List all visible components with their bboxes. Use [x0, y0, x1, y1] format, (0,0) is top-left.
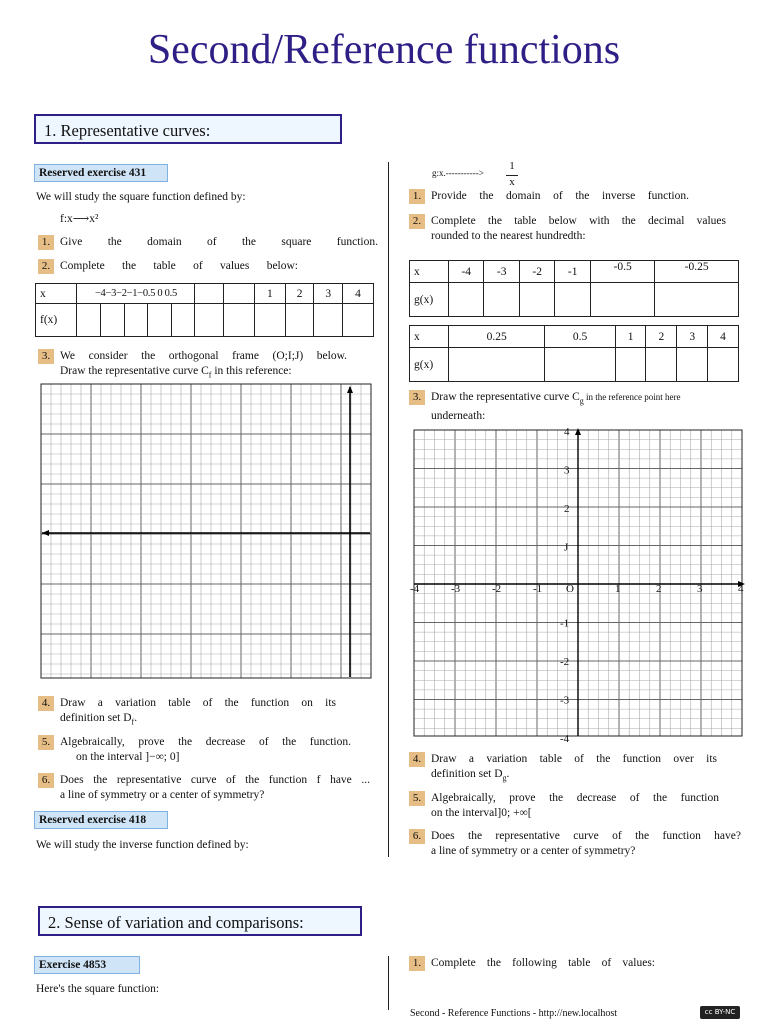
square-values-table	[35, 283, 374, 337]
x-tick-label: -1	[533, 583, 543, 595]
ex431-question-2	[38, 259, 378, 274]
y-tick-label: -1	[560, 617, 570, 630]
ex418-question-2: 2. Complete the table below with the decimal values rounded to the nearest hundredth:	[409, 214, 739, 243]
table-cell	[195, 284, 224, 304]
y-axis-arrow	[347, 386, 353, 393]
ex4853-question-1	[409, 956, 739, 971]
y-tick-label: -2	[560, 656, 570, 668]
table-cell	[285, 304, 314, 337]
blank-coordinate-grid[interactable]	[40, 383, 372, 679]
question-number: 1.	[409, 956, 425, 971]
x-tick-label: -2	[492, 583, 502, 595]
ex431-question-6: 6. Does the representative curve of the function f have ... a line of symmetry or a center of symmetry?	[38, 773, 388, 802]
ex418-question-5: 5. Algebraically, prove the decrease of the function on the interval]0; +∞[	[409, 791, 739, 820]
section-2-header: 2. Sense of variation and comparisons:	[38, 906, 362, 936]
x-tick-label: 2	[656, 583, 662, 595]
reference-coordinate-grid[interactable]	[404, 422, 748, 742]
question-number: 4.	[38, 696, 54, 711]
exercise-label-431: Reserved exercise 431	[34, 164, 168, 182]
ex431-formula: f:x⟶x²	[60, 213, 99, 225]
question-text: Algebraically, prove the decrease of the function.	[60, 736, 351, 748]
question-text: Draw a variation table of the function on its	[60, 697, 336, 709]
table-cell: 2	[285, 284, 314, 304]
footer-text: Second - Reference Functions - http://new.localhost	[410, 1008, 618, 1019]
question-text: Complete the table of values below:	[60, 260, 298, 272]
table-x-label: x	[36, 284, 77, 304]
inverse-values-table-2: x 0.25 0.5 1 2 3 4 g(x)	[409, 325, 739, 382]
question-text: Does the representative curve of the function f have ...	[60, 774, 370, 786]
inverse-function-definition: g:x.-----------> 1 x	[432, 160, 552, 190]
question-number: 1.	[409, 189, 425, 204]
question-number: 4.	[409, 752, 425, 767]
x-tick-label: -4	[410, 583, 420, 595]
ex418-question-4: 4. Draw a variation table of the function over its definition set $D_g$.	[409, 752, 739, 785]
question-text-line2: Draw the representative curve C	[60, 364, 209, 377]
x-tick-label: O	[566, 583, 574, 595]
table-cell	[77, 304, 195, 337]
ex4853-intro: Here's the square function:	[36, 983, 160, 995]
column-divider-2	[388, 956, 389, 1010]
table-cell	[224, 304, 255, 337]
ex431-question-3: 3. We consider the orthogonal frame (O;I;J) below. Draw the representative curve $C_f$ in this reference:	[38, 349, 378, 382]
table-cell: 4	[343, 284, 374, 304]
ex431-intro: We will study the square function defined by:	[36, 191, 246, 203]
table-cell	[343, 304, 374, 337]
question-number: 6.	[38, 773, 54, 788]
x-tick-label: 1	[615, 583, 621, 595]
question-number: 2.	[38, 259, 54, 274]
question-text: We consider the orthogonal frame (O;I;J) below.	[60, 350, 347, 362]
table-cell	[195, 304, 224, 337]
column-divider	[388, 162, 389, 857]
question-text: Complete the following table of values:	[431, 957, 655, 969]
table-cell: −4−3−2−1−0.5 0 0.5	[77, 284, 195, 304]
x-tick-label: 4	[738, 583, 744, 595]
question-number: 1.	[38, 235, 54, 250]
table-cell: 3	[314, 284, 343, 304]
y-tick-label: 4	[564, 426, 570, 438]
y-tick-label: 2	[564, 503, 570, 515]
table-cell	[314, 304, 343, 337]
page-title: Second/Reference functions	[147, 27, 621, 73]
y-axis-arrow	[575, 428, 581, 435]
section-1-header: 1. Representative curves:	[34, 114, 342, 144]
exercise-label-418: Reserved exercise 418	[34, 811, 168, 829]
exercise-label-4853: Exercise 4853	[34, 956, 140, 974]
x-axis-arrow	[42, 530, 49, 536]
question-text: Provide the domain of the inverse function.	[431, 190, 689, 202]
x-tick-label: 3	[697, 583, 703, 595]
x-tick-label: -3	[451, 583, 461, 595]
question-number: 2.	[409, 214, 425, 229]
table-cell: 1	[254, 284, 285, 304]
question-number: 3.	[409, 390, 425, 405]
ex418-question-6: 6. Does the representative curve of the function have? a line of symmetry or a center of symmetry?	[409, 829, 749, 858]
y-tick-label: J	[564, 541, 569, 554]
y-tick-label: -3	[560, 694, 570, 707]
y-tick-label: -4	[560, 733, 570, 742]
ex418-question-1	[409, 189, 739, 204]
question-number: 5.	[38, 735, 54, 750]
cc-license-badge: cc BY-NC	[700, 1006, 740, 1019]
table-fx-label: f(x)	[36, 304, 77, 337]
inverse-values-table-1: x -4 -3 -2 -1 -0.5 -0.25 g(x)	[409, 260, 739, 317]
table-cell	[254, 304, 285, 337]
y-tick-label: 3	[564, 464, 570, 477]
question-text: Give the domain of the square function.	[60, 236, 378, 248]
question-number: 6.	[409, 829, 425, 844]
ex431-question-1	[38, 235, 378, 250]
ex431-question-4: 4. Draw a variation table of the function on its definition set $D_f$.	[38, 696, 378, 729]
question-number: 5.	[409, 791, 425, 806]
question-number: 3.	[38, 349, 54, 364]
table-cell	[224, 284, 255, 304]
ex418-question-3: 3. Draw the representative curve $C_g$ in the reference point here underneath:	[409, 390, 749, 423]
ex431-question-5: 5. Algebraically, prove the decrease of the function. on the interval ]−∞; 0]	[38, 735, 378, 764]
ex418-intro: We will study the inverse function defined by:	[36, 839, 249, 851]
